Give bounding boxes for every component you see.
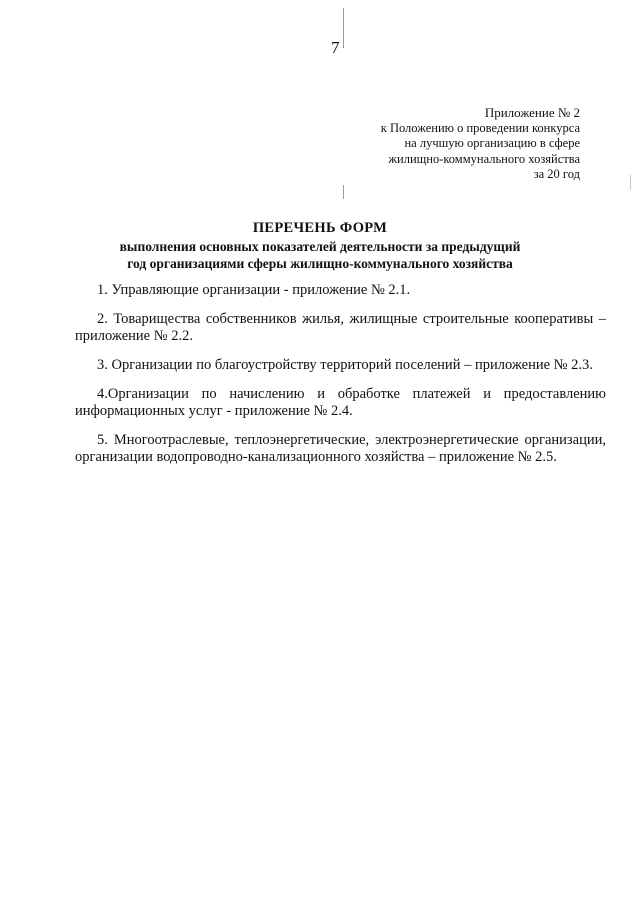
scan-artifact-right [630, 175, 631, 190]
appendix-line: на лучшую организацию в сфере [404, 136, 580, 150]
list-item: 5. Многоотраслевые, теплоэнергетические, электроэнергетические организации, организации водопроводно-канализационного хозяйства – приложение № 2.5. [75, 432, 606, 465]
appendix-line: за 20 год [533, 167, 580, 181]
document-title [70, 219, 570, 272]
list-item: 1. Управляющие организации - приложение № 2.1. [97, 282, 411, 298]
scan-artifact-top [343, 8, 344, 48]
forms-list [75, 282, 606, 478]
appendix-line: Приложение № 2 [484, 105, 580, 120]
appendix-line: жилищно-коммунального хозяйства [388, 151, 580, 166]
title-main: ПЕРЕЧЕНЬ ФОРМ [252, 220, 388, 236]
list-item: 2. Товарищества собственников жилья, жилищные строительные кооперативы – приложение № 2.2. [75, 311, 606, 344]
list-item: 3. Организации по благоустройству территорий поселений – приложение № 2.3. [97, 357, 593, 373]
title-sub-line: год организациями сферы жилищно-коммунального хозяйства [127, 256, 513, 271]
scan-artifact-mid [343, 185, 344, 199]
title-sub-line: выполнения основных показателей деятельности за предыдущий [119, 239, 521, 254]
appendix-header [280, 105, 580, 183]
appendix-line: к Положению о проведении конкурса [380, 120, 580, 135]
page-number: 7 [331, 38, 340, 57]
list-item: 4.Организации по начислению и обработке платежей и предоставлению информационных услуг - приложение № 2.4. [75, 386, 606, 419]
